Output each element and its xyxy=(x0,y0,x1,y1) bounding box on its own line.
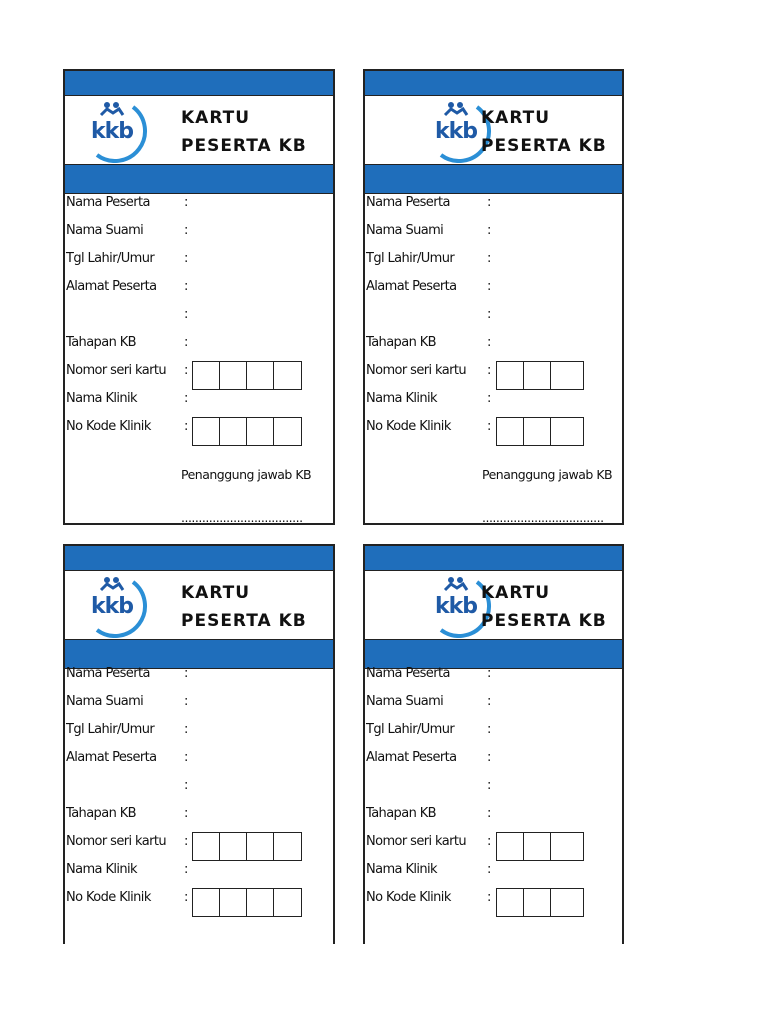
field-colon: : xyxy=(184,391,188,406)
field-label: Tahapan KB xyxy=(366,806,436,821)
field-colon: : xyxy=(487,722,491,737)
digit-box[interactable] xyxy=(220,362,247,389)
field-label: Tgl Lahir/Umur xyxy=(366,251,455,266)
field-colon: : xyxy=(487,279,491,294)
card-title-line2: PESERTA KB xyxy=(481,136,607,156)
card-mid-bar xyxy=(65,639,333,669)
digit-box[interactable] xyxy=(247,362,274,389)
field-colon: : xyxy=(184,666,188,681)
field-colon: : xyxy=(487,806,491,821)
field-label: Alamat Peserta xyxy=(66,279,157,294)
digit-box[interactable] xyxy=(247,418,274,445)
field-colon: : xyxy=(184,806,188,821)
field-label: Nama Suami xyxy=(66,694,144,709)
field-colon: : xyxy=(184,722,188,737)
digit-box[interactable] xyxy=(551,833,583,860)
field-colon: : xyxy=(184,750,188,765)
field-colon: : xyxy=(184,694,188,709)
field-label: Tgl Lahir/Umur xyxy=(66,251,155,266)
field-label: Nomor seri kartu xyxy=(366,363,466,378)
kartu-peserta-card-4 xyxy=(363,544,624,944)
field-colon: : xyxy=(184,307,188,322)
digit-box[interactable] xyxy=(274,362,301,389)
card-top-bar xyxy=(365,546,622,571)
kkb-logo xyxy=(83,574,153,638)
field-colon: : xyxy=(487,335,491,350)
digit-box[interactable] xyxy=(247,833,274,860)
digit-box[interactable] xyxy=(497,889,524,916)
field-colon: : xyxy=(487,223,491,238)
kkb-logo-text: kkb xyxy=(435,594,478,619)
field-colon: : xyxy=(184,862,188,877)
field-colon: : xyxy=(184,363,188,378)
field-colon: : xyxy=(184,834,188,849)
field-colon: : xyxy=(487,195,491,210)
card-header xyxy=(365,96,622,164)
field-colon: : xyxy=(184,335,188,350)
card-mid-bar xyxy=(65,164,333,194)
field-label: Nama Peserta xyxy=(366,195,450,210)
digit-box[interactable] xyxy=(220,833,247,860)
field-colon: : xyxy=(487,862,491,877)
signature-label: Penanggung jawab KB xyxy=(482,467,613,482)
kkb-logo-text: kkb xyxy=(435,119,478,144)
field-label: Tahapan KB xyxy=(66,806,136,821)
field-label: No Kode Klinik xyxy=(366,419,451,434)
card-top-bar xyxy=(65,71,333,96)
digit-box[interactable] xyxy=(524,889,551,916)
field-label: Alamat Peserta xyxy=(66,750,157,765)
card-top-bar xyxy=(65,546,333,571)
kartu-peserta-card-2 xyxy=(363,69,624,525)
digit-box[interactable] xyxy=(247,889,274,916)
field-label: Tahapan KB xyxy=(66,335,136,350)
field-colon: : xyxy=(487,750,491,765)
card-title xyxy=(181,579,307,635)
digit-box[interactable] xyxy=(274,889,301,916)
field-colon: : xyxy=(184,778,188,793)
field-label: Tahapan KB xyxy=(366,335,436,350)
field-label: Nama Peserta xyxy=(66,195,150,210)
card-title-line2: PESERTA KB xyxy=(181,136,307,156)
digit-box[interactable] xyxy=(274,833,301,860)
digit-box[interactable] xyxy=(497,418,524,445)
field-colon: : xyxy=(184,419,188,434)
digit-box[interactable] xyxy=(220,889,247,916)
digit-box[interactable] xyxy=(524,833,551,860)
nomor-seri-boxes[interactable] xyxy=(496,361,584,390)
field-label: Nomor seri kartu xyxy=(66,834,166,849)
card-mid-bar xyxy=(365,164,622,194)
field-colon: : xyxy=(487,834,491,849)
field-label: Nama Klinik xyxy=(66,862,137,877)
card-title-line1: KARTU xyxy=(481,583,551,603)
field-label: Alamat Peserta xyxy=(366,750,457,765)
card-header xyxy=(65,96,333,164)
card-title-line1: KARTU xyxy=(181,583,251,603)
kkb-logo-text: kkb xyxy=(91,594,134,619)
card-title xyxy=(481,104,607,160)
digit-box[interactable] xyxy=(524,418,551,445)
kode-klinik-boxes[interactable] xyxy=(192,417,302,446)
kartu-peserta-card-1 xyxy=(63,69,335,525)
field-label: Nomor seri kartu xyxy=(66,363,166,378)
digit-box[interactable] xyxy=(551,889,583,916)
field-colon: : xyxy=(487,391,491,406)
field-label: Nama Peserta xyxy=(366,666,450,681)
field-colon: : xyxy=(487,251,491,266)
field-colon: : xyxy=(184,890,188,905)
field-label: Tgl Lahir/Umur xyxy=(366,722,455,737)
kode-klinik-boxes[interactable] xyxy=(192,888,302,917)
card-header xyxy=(65,571,333,639)
field-label: Nama Klinik xyxy=(66,391,137,406)
field-colon: : xyxy=(487,778,491,793)
signature-line: ................................... xyxy=(482,510,604,525)
field-label: Nama Suami xyxy=(366,694,444,709)
field-colon: : xyxy=(487,363,491,378)
nomor-seri-boxes[interactable] xyxy=(496,832,584,861)
kode-klinik-boxes[interactable] xyxy=(496,888,584,917)
field-colon: : xyxy=(184,223,188,238)
field-label: Alamat Peserta xyxy=(366,279,457,294)
field-colon: : xyxy=(487,694,491,709)
card-title-line2: PESERTA KB xyxy=(181,611,307,631)
kkb-logo xyxy=(83,99,153,163)
kartu-peserta-card-3 xyxy=(63,544,335,944)
kode-klinik-boxes[interactable] xyxy=(496,417,584,446)
nomor-seri-boxes[interactable] xyxy=(192,361,302,390)
digit-box[interactable] xyxy=(193,418,220,445)
field-colon: : xyxy=(487,307,491,322)
field-label: Nomor seri kartu xyxy=(366,834,466,849)
field-colon: : xyxy=(184,251,188,266)
card-title-line1: KARTU xyxy=(181,108,251,128)
field-label: Nama Suami xyxy=(66,223,144,238)
card-title-line1: KARTU xyxy=(481,108,551,128)
digit-box[interactable] xyxy=(551,362,583,389)
card-header xyxy=(365,571,622,639)
field-label: Nama Suami xyxy=(366,223,444,238)
card-mid-bar xyxy=(365,639,622,669)
field-colon: : xyxy=(487,419,491,434)
field-colon: : xyxy=(487,666,491,681)
card-top-bar xyxy=(365,71,622,96)
field-colon: : xyxy=(184,279,188,294)
card-title xyxy=(181,104,307,160)
field-label: Nama Klinik xyxy=(366,862,437,877)
field-label: Nama Peserta xyxy=(66,666,150,681)
digit-box[interactable] xyxy=(274,418,301,445)
nomor-seri-boxes[interactable] xyxy=(192,832,302,861)
field-label: Tgl Lahir/Umur xyxy=(66,722,155,737)
digit-box[interactable] xyxy=(193,362,220,389)
signature-label: Penanggung jawab KB xyxy=(181,467,312,482)
digit-box[interactable] xyxy=(193,833,220,860)
kkb-logo-text: kkb xyxy=(91,119,134,144)
field-label: No Kode Klinik xyxy=(66,419,151,434)
card-title-line2: PESERTA KB xyxy=(481,611,607,631)
digit-box[interactable] xyxy=(220,418,247,445)
field-label: No Kode Klinik xyxy=(366,890,451,905)
field-colon: : xyxy=(487,890,491,905)
card-title xyxy=(481,579,607,635)
field-label: No Kode Klinik xyxy=(66,890,151,905)
digit-box[interactable] xyxy=(524,362,551,389)
field-label: Nama Klinik xyxy=(366,391,437,406)
field-colon: : xyxy=(184,195,188,210)
digit-box[interactable] xyxy=(551,418,583,445)
digit-box[interactable] xyxy=(497,362,524,389)
digit-box[interactable] xyxy=(497,833,524,860)
digit-box[interactable] xyxy=(193,889,220,916)
signature-line: ................................... xyxy=(181,510,303,525)
